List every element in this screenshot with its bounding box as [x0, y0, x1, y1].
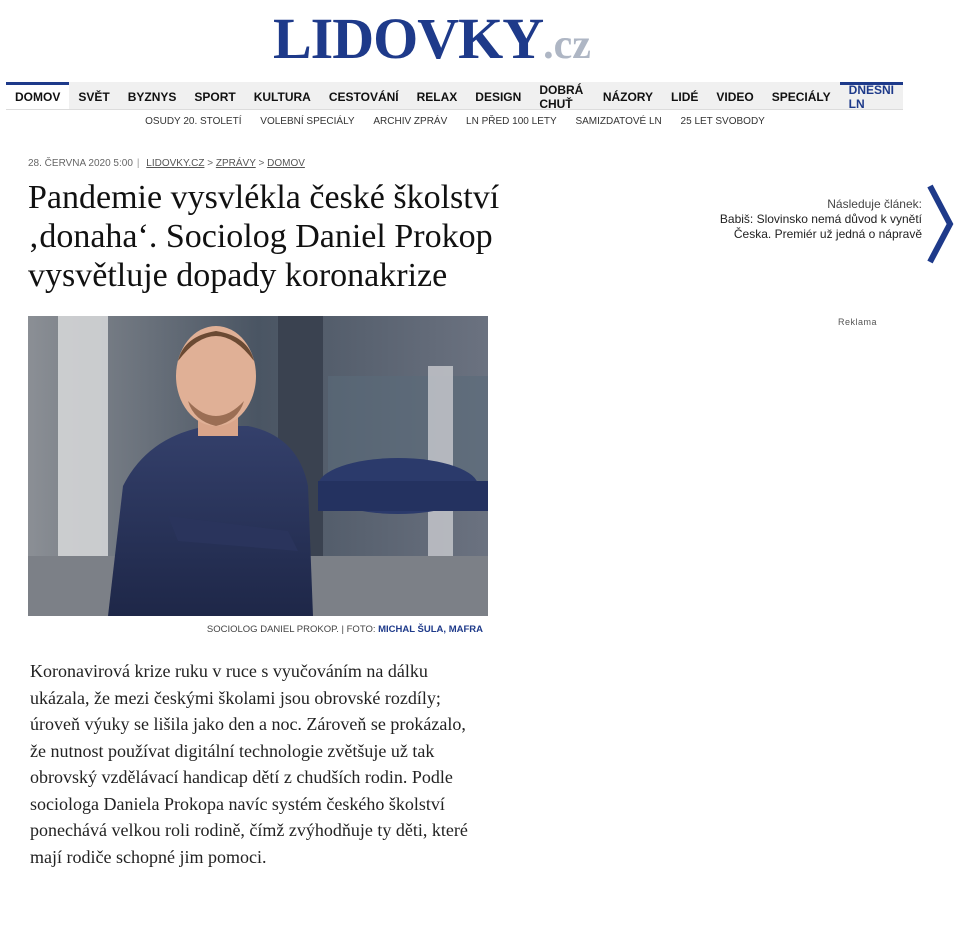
article-photo[interactable] [28, 316, 488, 616]
nav-item-svet[interactable]: SVĚT [78, 90, 110, 104]
nav-item-dobra-chut[interactable]: DOBRÁ CHUŤ [539, 83, 584, 111]
article-date: 28. ČERVNA 2020 5:00 [28, 158, 133, 169]
ad-label: Reklama [838, 317, 878, 327]
subnav-item-samizdat[interactable]: SAMIZDATOVÉ LN [575, 116, 662, 127]
next-article-title[interactable]: Babiš: Slovinsko nemá důvod k vynětí Česka. Premiér už jedná o nápravě [719, 212, 922, 241]
nav-item-dnesni-ln[interactable]: DNEŠNÍ LN [840, 82, 903, 109]
nav-item-kultura[interactable]: KULTURA [253, 90, 311, 104]
nav-item-sport[interactable]: SPORT [194, 90, 236, 104]
next-article-label: Následuje článek: [827, 197, 922, 211]
meta-divider: | [136, 158, 140, 169]
nav-item-relax[interactable]: RELAX [416, 90, 458, 104]
subnav-item-volebni[interactable]: VOLEBNÍ SPECIÁLY [260, 116, 355, 127]
logo-tld: .cz [543, 22, 591, 68]
logo-text: LIDOVKY [273, 6, 544, 71]
nav-item-nazory[interactable]: NÁZORY [602, 90, 654, 104]
main-nav [6, 82, 903, 110]
breadcrumb-sep: > [258, 158, 265, 169]
site-logo[interactable] [273, 5, 591, 72]
article-photo-image [28, 316, 488, 616]
subnav-item-archiv[interactable]: ARCHIV ZPRÁV [373, 116, 448, 127]
article-title: Pandemie vysvlékla české školství ‚donaha‘. Sociolog Daniel Prokop vysvětluje dopady koronakrize [28, 179, 500, 294]
nav-item-lide[interactable]: LIDÉ [671, 90, 699, 104]
caption-author[interactable]: MICHAL ŠULA [378, 624, 444, 635]
caption-text: SOCIOLOG DANIEL PROKOP. | FOTO: [206, 624, 379, 635]
next-article[interactable] [716, 197, 922, 242]
subnav-item-25-let[interactable]: 25 LET SVOBODY [680, 116, 765, 127]
nav-item-byznys[interactable]: BYZNYS [127, 90, 177, 104]
caption-separator: , [443, 624, 449, 635]
breadcrumb-sep: > [207, 158, 214, 169]
article-meta [28, 158, 305, 169]
subnav-item-osudy[interactable]: OSUDY 20. STOLETÍ [145, 116, 242, 127]
nav-item-video[interactable]: VIDEO [716, 90, 754, 104]
subnav-item-ln-100[interactable]: LN PŘED 100 LETY [466, 116, 557, 127]
breadcrumb-lidovky[interactable]: LIDOVKY.CZ [146, 158, 205, 169]
sub-nav [0, 116, 910, 127]
photo-caption [28, 624, 483, 635]
nav-item-domov[interactable]: DOMOV [6, 82, 69, 109]
chevron-right-icon[interactable] [926, 184, 954, 269]
nav-item-design[interactable]: DESIGN [475, 90, 522, 104]
nav-item-specialy[interactable]: SPECIÁLY [771, 90, 831, 104]
breadcrumb-zpravy[interactable]: ZPRÁVY [215, 158, 256, 169]
article-perex: Koronavirová krize ruku v ruce s vyučováním na dálku ukázala, že mezi českými školami jsou obrovské rozdíly; úroveň výuky se lišila jako den a noc. Zároveň se prokázalo, že nutnost používat digitální technologie zvětšuje už tak obrovský vzdělávací handicap dětí z chudších rodin. Podle sociologa Daniela Prokopa navíc systém českého školství ponechává velkou roli rodině, čímž zvýhodňuje ty děti, které mají rodiče schopné jim pomoci. [30, 661, 468, 867]
breadcrumb-domov[interactable]: DOMOV [267, 158, 305, 169]
caption-agency[interactable]: MAFRA [448, 624, 483, 635]
nav-item-cestovani[interactable]: CESTOVÁNÍ [328, 90, 399, 104]
